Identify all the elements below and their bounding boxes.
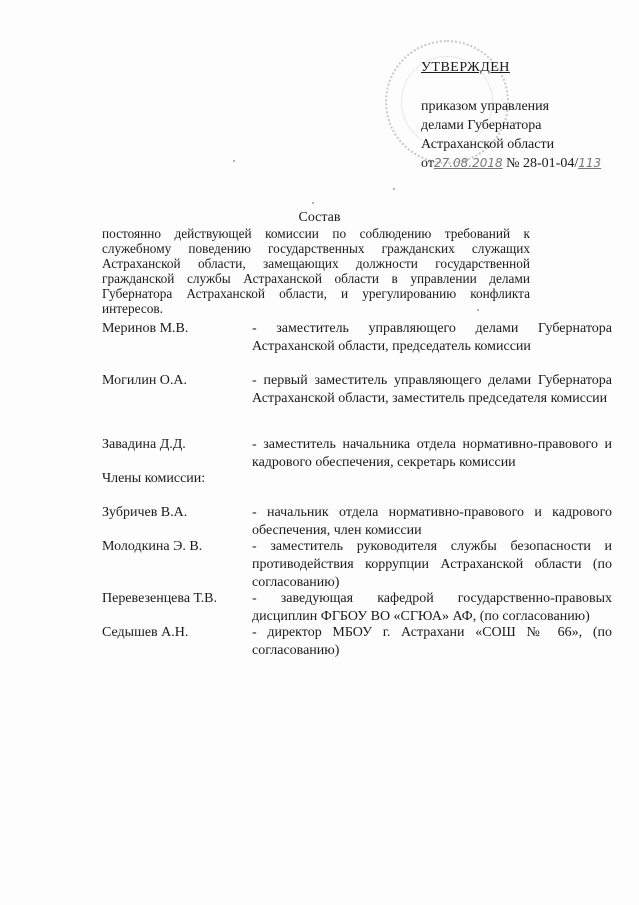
document-intro: постоянно действующей комиссии по соблюдению требований к служебному поведению государственных гражданских служащих Астраханской области, замещающих должности государственной гражданской службы Астраханской области в управлении делами Губернатора Астраханской области, и урегулированию конфликта интересов.: [102, 226, 530, 316]
document-heading: Состав: [298, 210, 341, 225]
member-role: - заместитель начальника отдела нормативно-правового и кадрового обеспечения, секретарь комиссии: [252, 437, 612, 470]
date-prefix: от: [421, 156, 434, 171]
scan-speck: [393, 188, 395, 190]
member-name: Завадина Д.Д.: [102, 437, 186, 452]
scan-speck: [312, 202, 314, 204]
members-section-label: Члены комиссии:: [102, 471, 206, 486]
member-name: Могилин О.А.: [102, 373, 188, 388]
member-role: - директор МБОУ г. Астрахани «СОШ № 66», (по согласованию): [252, 625, 612, 658]
approval-line-2: делами Губернатора: [421, 118, 542, 133]
member-role: - первый заместитель управляющего делами Губернатора Астраханской области, заместитель председателя комиссии: [252, 373, 612, 406]
approval-line-1: приказом управления: [421, 99, 550, 114]
handwritten-date: 27.08.2018: [433, 156, 503, 170]
number-prefix: № 28-01-04/: [506, 156, 579, 171]
member-role: - заведующая кафедрой государственно-правовых дисциплин ФГБОУ ВО «СГЮА» АФ, (по согласованию): [252, 591, 612, 624]
member-name: Перевезенцева Т.В.: [102, 591, 218, 606]
member-name: Молодкина Э. В.: [102, 539, 203, 554]
scan-speck: [477, 309, 479, 311]
approval-line-3: Астраханской области: [421, 137, 555, 152]
member-role: - заместитель руководителя службы безопасности и противодействия коррупции Астраханской области (по согласованию): [252, 539, 612, 590]
member-name: Меринов М.В.: [102, 321, 189, 336]
member-role: - начальник отдела нормативно-правового и кадрового обеспечения, член комиссии: [252, 505, 612, 538]
handwritten-number: 113: [578, 156, 602, 170]
scan-speck: [233, 160, 235, 162]
approval-block: [421, 58, 601, 173]
approval-title: УТВЕРЖДЕН: [421, 60, 510, 75]
member-name: Зубричев В.А.: [102, 505, 188, 520]
member-name: Седышев А.Н.: [102, 625, 189, 640]
member-role: - заместитель управляющего делами Губернатора Астраханской области, председатель комиссии: [252, 321, 612, 354]
approval-date-line: [421, 154, 601, 173]
